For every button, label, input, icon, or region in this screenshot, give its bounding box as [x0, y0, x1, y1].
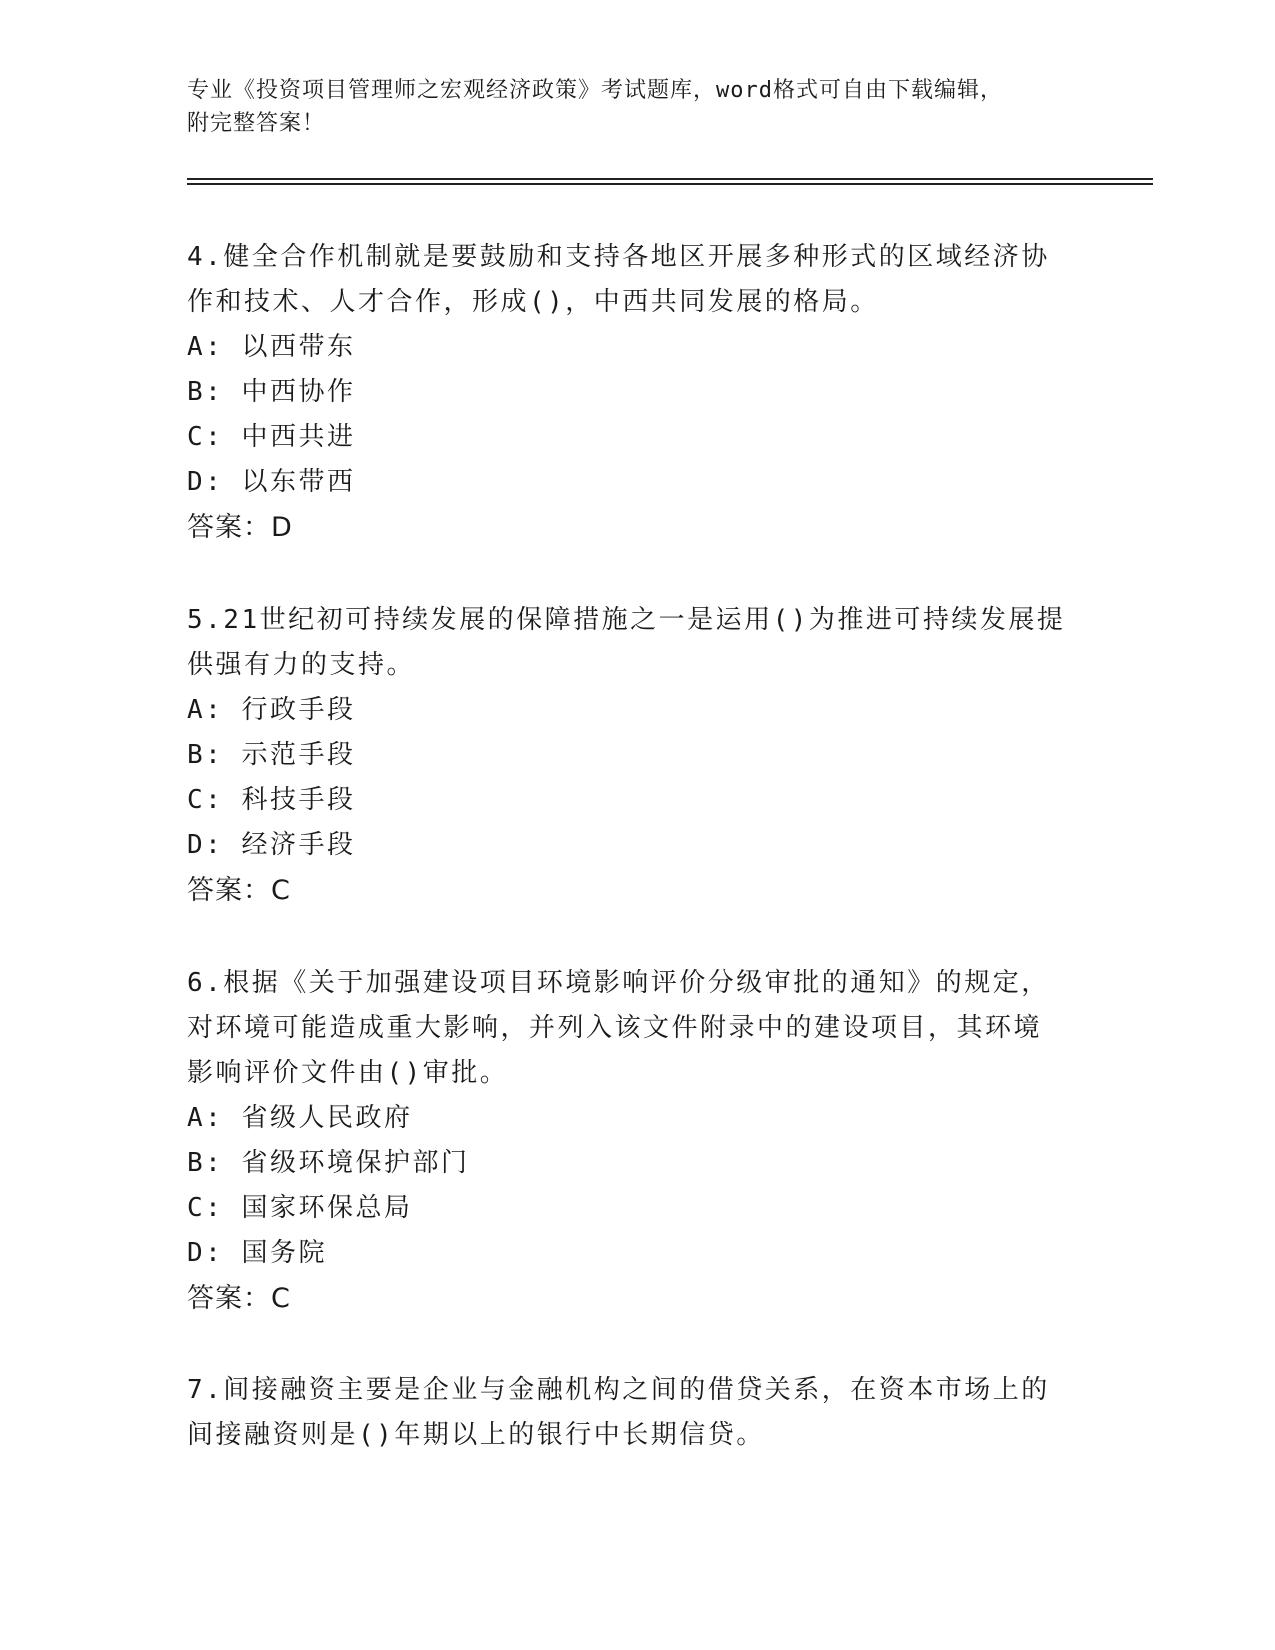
question-stem-line: 5.21世纪初可持续发展的保障措施之一是运用()为推进可持续发展提 [187, 605, 1066, 635]
option-b: B: 中西协作 [187, 377, 356, 407]
question-stem-line: 间接融资则是()年期以上的银行中长期信贷。 [187, 1420, 765, 1450]
option-d: D: 国务院 [187, 1238, 327, 1268]
intro-line-2: 附完整答案！ [187, 111, 326, 136]
option-a: A: 以西带东 [187, 332, 356, 362]
question-stem-line: 影响评价文件由()审批。 [187, 1058, 509, 1088]
answer-label: 答案：C [187, 875, 291, 906]
answer-label: 答案：D [187, 512, 293, 543]
option-c: C: 中西共进 [187, 422, 356, 452]
question-5 [187, 598, 1067, 913]
question-stem-line: 6.根据《关于加强建设项目环境影响评价分级审批的通知》的规定， [187, 968, 1050, 998]
question-4 [187, 235, 1067, 550]
question-stem-line: 7.间接融资主要是企业与金融机构之间的借贷关系，在资本市场上的 [187, 1375, 1050, 1405]
question-stem-line: 4.健全合作机制就是要鼓励和支持各地区开展多种形式的区域经济协 [187, 242, 1050, 272]
option-c: C: 国家环保总局 [187, 1193, 413, 1223]
document-intro [187, 74, 1087, 140]
question-7 [187, 1368, 1067, 1458]
option-c: C: 科技手段 [187, 785, 356, 815]
question-stem-line: 对环境可能造成重大影响，并列入该文件附录中的建设项目，其环境 [187, 1013, 1043, 1043]
answer-label: 答案：C [187, 1283, 291, 1314]
header-divider-bottom [187, 183, 1153, 185]
option-b: B: 示范手段 [187, 740, 356, 770]
intro-line-1: 专业《投资项目管理师之宏观经济政策》考试题库，word格式可自由下载编辑， [187, 78, 1003, 103]
question-stem-line: 供强有力的支持。 [187, 650, 416, 680]
option-a: A: 行政手段 [187, 695, 356, 725]
question-6 [187, 961, 1067, 1321]
question-stem-line: 作和技术、人才合作，形成()，中西共同发展的格局。 [187, 287, 879, 317]
header-divider-top [187, 178, 1153, 180]
option-b: B: 省级环境保护部门 [187, 1148, 470, 1178]
option-d: D: 以东带西 [187, 467, 356, 497]
option-a: A: 省级人民政府 [187, 1103, 413, 1133]
option-d: D: 经济手段 [187, 830, 356, 860]
